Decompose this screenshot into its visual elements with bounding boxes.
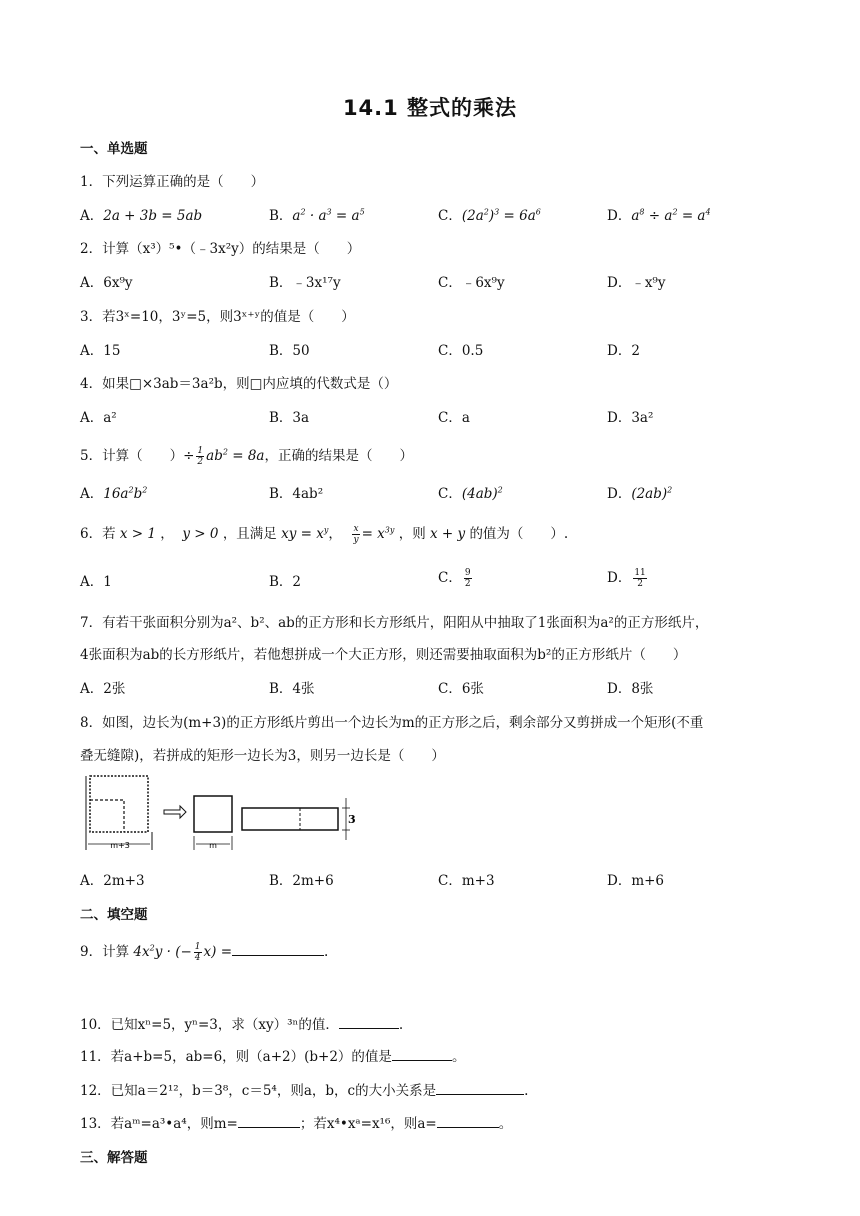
question-13: 13．若aᵐ=a³•a⁴，则m= ；若x⁴•xᵃ=x¹⁶，则a= 。 — [80, 1112, 512, 1132]
q6-option-a: A．1 — [80, 574, 112, 590]
page-title: 14.1 整式的乘法 — [342, 96, 518, 120]
question-7-line-1: 7．有若干张面积分别为a²、b²、ab的正方形和长方形纸片，阳阳从中抽取了1张面积为a²的正方形纸片， — [80, 615, 709, 631]
question-6-stem: 6．若 x > 1 ， y > 0 ，且满足 xy = $x^y$， $\frac{x}{y}$ = $x^{3y}$ ，则 x + y 的值为（ ）. — [80, 524, 569, 545]
label-3: 3 — [348, 813, 356, 826]
question-12: 12．已知a＝2¹²，b＝3⁸，c＝5⁴，则a，b，c的大小关系是 . — [80, 1079, 528, 1099]
question-8-line-2: 叠无缝隙)，若拼成的矩形一边长为3，则另一边长是（ ） — [80, 748, 445, 764]
question-8-line-1: 8．如图，边长为(m+3)的正方形纸片剪出一个边长为m的正方形之后，剩余部分又剪拼成一个矩形(不重 — [80, 715, 704, 731]
small-square — [194, 796, 232, 832]
q7-option-b: B．4张 — [269, 681, 315, 697]
q2-option-c: C．﹣6x⁹y — [438, 275, 505, 291]
q3-option-d: D．2 — [607, 343, 640, 359]
question-3-stem: 3．若3ˣ=10，3ʸ=5，则3ˣ⁺ʸ的值是（ ） — [80, 309, 355, 325]
q1-option-a-math: 2a + 3b = 5ab — [103, 208, 203, 224]
q1-option-b: B．$a^2 \cdot a^3 = a^5$ — [269, 207, 365, 224]
question-2-stem: 2．计算（x³）⁵•（﹣3x²y）的结果是（ ） — [80, 241, 361, 257]
q2-option-a: A．6x⁹y — [80, 275, 133, 291]
q4-option-d: D．3a² — [607, 410, 654, 426]
q4-option-c: C．a — [438, 410, 470, 426]
q7-option-d: D．8张 — [607, 681, 654, 697]
q8-option-a: A．2m+3 — [80, 873, 145, 889]
q3-option-c: C．0.5 — [438, 343, 484, 359]
q8-option-b: B．2m+6 — [269, 873, 334, 889]
q5-option-b: B．4ab² — [269, 486, 324, 502]
section-heading-single-choice: 一、单选题 — [80, 141, 148, 157]
question-7-line-2: 4张面积为ab的长方形纸片，若他想拼成一个大正方形，则还需要抽取面积为b²的正方形纸片（ ） — [80, 647, 687, 663]
q13-answer-blank-2[interactable] — [437, 1113, 499, 1128]
question-10: 10．已知xⁿ=5，yⁿ=3，求（xy）³ⁿ的值． . — [80, 1013, 403, 1033]
q13-answer-blank-1[interactable] — [238, 1113, 300, 1128]
cut-line — [90, 800, 124, 832]
q4-option-b: B．3a — [269, 410, 310, 426]
q11-answer-blank[interactable] — [392, 1046, 452, 1061]
question-9: 9．计算 $4x^2y$ · (− $\frac{1}{4}$ x) = . — [80, 942, 329, 963]
section-heading-solve: 三、解答题 — [80, 1150, 148, 1166]
question-4-stem: 4．如果□×3ab＝3a²b，则□内应填的代数式是（） — [80, 376, 398, 392]
q2-option-d: D．﹣x⁹y — [607, 275, 666, 291]
q1-option-d: D．$a^8 \div a^2 = a^4$ — [607, 207, 711, 224]
q2-option-b: B．﹣3x¹⁷y — [269, 275, 341, 291]
question-1-stem: 1．下列运算正确的是（ ） — [80, 174, 265, 190]
q8-option-d: D．m+6 — [607, 873, 665, 889]
q3-option-a: A．15 — [80, 343, 121, 359]
q6-option-c: C． $\frac{9}{2}$ — [438, 568, 471, 589]
q5-option-c: C．$(4ab)^2$ — [438, 485, 503, 502]
question-5-stem: 5．计算（ ）÷ $\frac{1}{2}$ $ab^2 = 8a$，正确的结果是（ ） — [80, 446, 413, 467]
q5-option-d: D．$(2ab)^2$ — [607, 485, 673, 502]
square-cut-figure — [80, 772, 360, 854]
result-rectangle — [242, 808, 338, 830]
q10-answer-blank[interactable] — [339, 1014, 399, 1029]
section-heading-fill-blank: 二、填空题 — [80, 907, 148, 923]
q1-option-c: C．$(2a^2)^3 = 6a^6$ — [438, 207, 541, 224]
q5-option-a: A．$16a^2b^2$ — [80, 485, 148, 502]
q7-option-a: A．2张 — [80, 681, 126, 697]
q12-answer-blank[interactable] — [436, 1080, 524, 1095]
q4-option-a: A．a² — [80, 410, 117, 426]
q7-option-c: C．6张 — [438, 681, 484, 697]
question-11: 11．若a+b=5，ab=6，则（a+2）(b+2）的值是 。 — [80, 1045, 465, 1065]
big-square — [90, 776, 148, 832]
q6-option-d: D． $\frac{11}{2}$ — [607, 568, 646, 589]
arrow-icon — [164, 806, 186, 818]
label-m: m — [209, 841, 217, 850]
q9-answer-blank[interactable] — [232, 941, 324, 956]
label-m-plus-3: m+3 — [110, 841, 130, 850]
q8-option-c: C．m+3 — [438, 873, 495, 889]
q1-option-a: A．2a + 3b = 5ab — [80, 208, 203, 224]
q6-option-b: B．2 — [269, 574, 302, 590]
q3-option-b: B．50 — [269, 343, 310, 359]
